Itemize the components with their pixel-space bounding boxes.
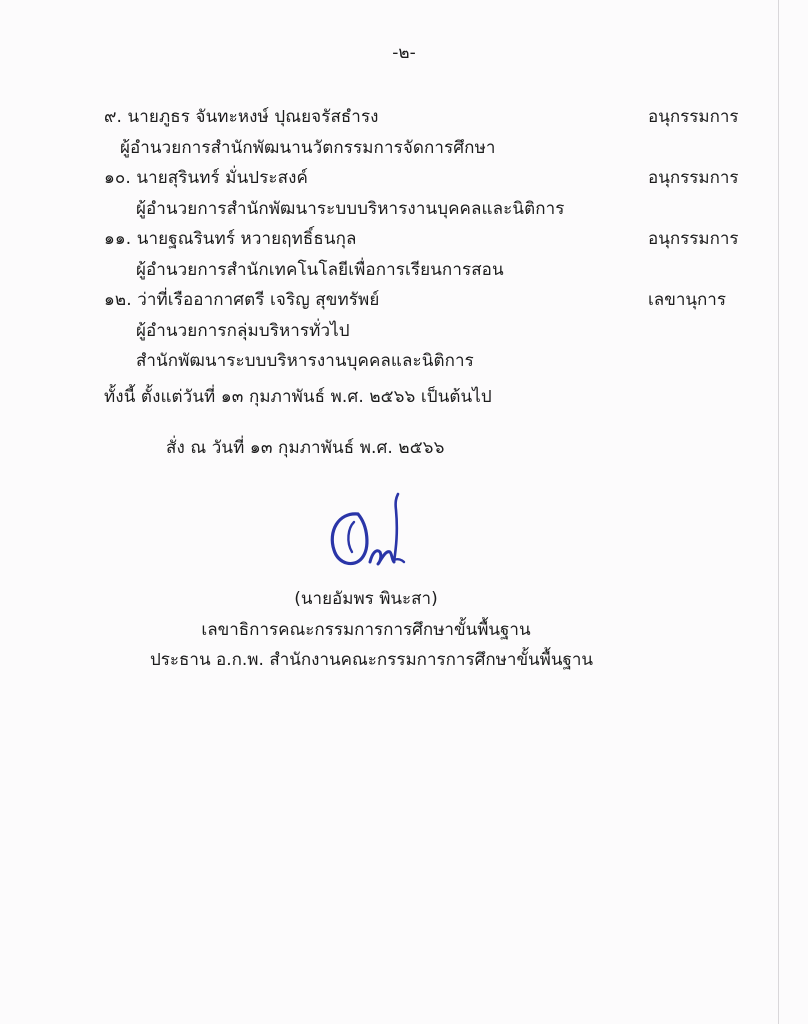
- member-name: ๙. นายภูธร จันทะหงษ์ ปุณยจรัสธำรง: [104, 107, 379, 127]
- signatory-title: เลขาธิการคณะกรรมการการศึกษาขั้นพื้นฐาน: [201, 620, 531, 640]
- member-position: ผู้อำนวยการสำนักเทคโนโลยีเพื่อการเรียนการสอน: [136, 260, 504, 280]
- member-role: อนุกรรมการ: [648, 229, 739, 249]
- member-name: ๑๒. ว่าที่เรืออากาศตรี เจริญ สุขทรัพย์: [104, 290, 380, 310]
- signatory-title: ประธาน อ.ก.พ. สำนักงานคณะกรรมการการศึกษาขั้นพื้นฐาน: [150, 650, 594, 670]
- member-name: ๑๐. นายสุรินทร์ มั่นประสงค์: [104, 168, 308, 188]
- member-position: ผู้อำนวยการสำนักพัฒนานวัตกรรมการจัดการศึกษา: [120, 138, 496, 158]
- member-role: อนุกรรมการ: [648, 107, 739, 127]
- member-position: ผู้อำนวยการสำนักพัฒนาระบบบริหารงานบุคคลและนิติการ: [136, 199, 565, 219]
- signature-image: [324, 492, 434, 576]
- member-name: ๑๑. นายฐณรินทร์ หวายฤทธิ์ธนกุล: [104, 229, 357, 249]
- effective-statement: ทั้งนี้ ตั้งแต่วันที่ ๑๓ กุมภาพันธ์ พ.ศ. ๒๕๖๖ เป็นต้นไป: [104, 387, 492, 407]
- member-role: เลขานุการ: [648, 290, 726, 310]
- signatory-name: (นายอัมพร พินะสา): [294, 589, 438, 609]
- member-position: สำนักพัฒนาระบบบริหารงานบุคคลและนิติการ: [136, 351, 474, 371]
- member-position: ผู้อำนวยการกลุ่มบริหารทั่วไป: [136, 321, 350, 341]
- order-date: สั่ง ณ วันที่ ๑๓ กุมภาพันธ์ พ.ศ. ๒๕๖๖: [166, 438, 445, 458]
- member-role: อนุกรรมการ: [648, 168, 739, 188]
- page-edge-line: [778, 0, 779, 1024]
- page-number: -๒-: [392, 43, 416, 63]
